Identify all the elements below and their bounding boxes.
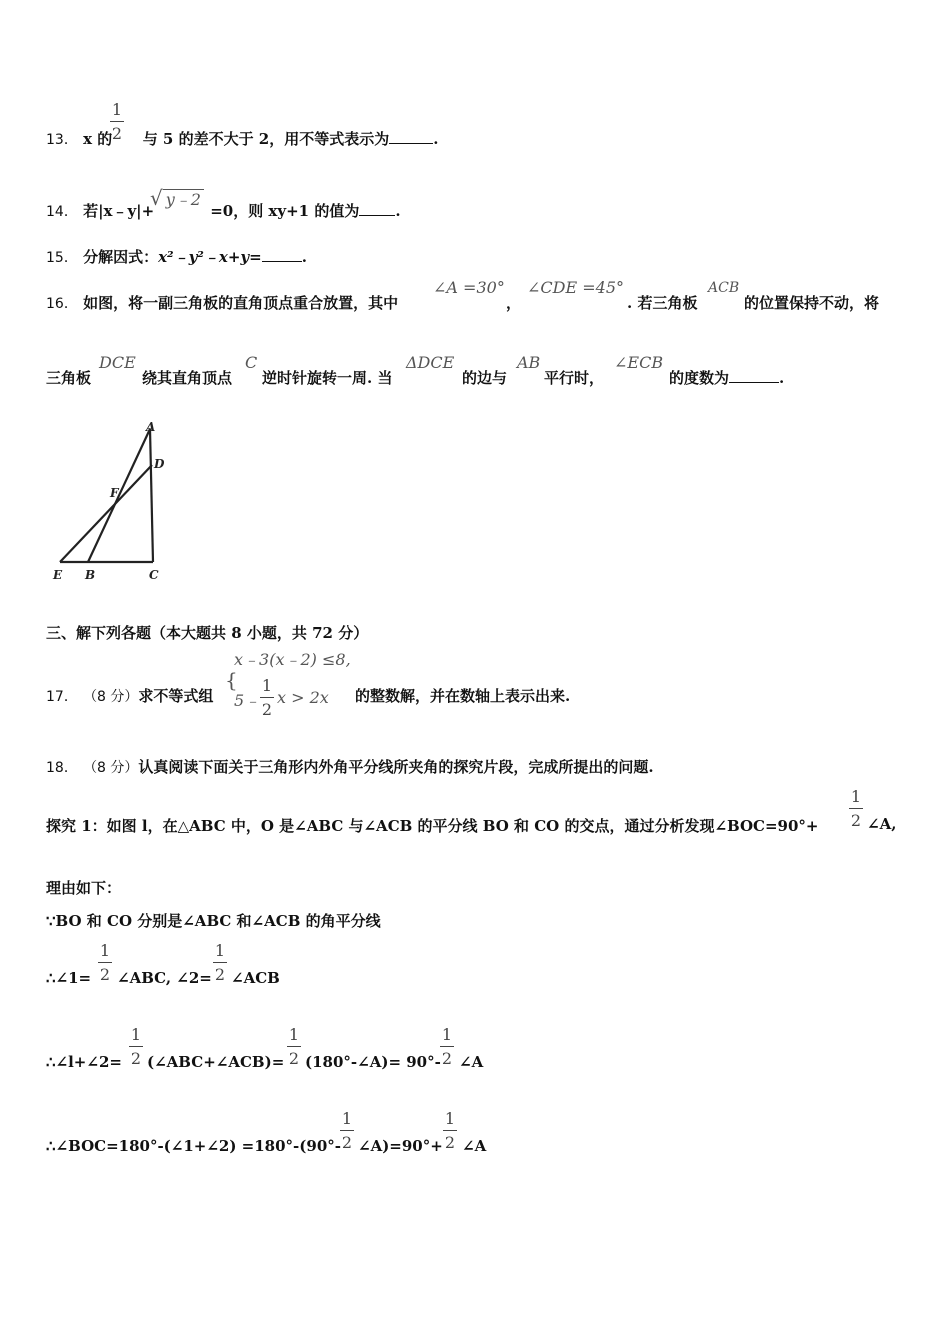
step-2-part: (180°-∠A)= 90°-	[305, 1053, 441, 1071]
segment-ab	[88, 429, 150, 562]
question-text-part: x 的	[83, 130, 113, 148]
step-1-part: ∠ACB	[231, 969, 280, 987]
fraction-numerator: 1	[214, 941, 226, 960]
system-inequality-2b: x > 2x	[277, 688, 329, 707]
segment-ac	[150, 429, 153, 562]
question-number: 14．	[46, 204, 78, 220]
label-dce: DCE	[99, 353, 136, 372]
fraction-one-half	[110, 100, 124, 144]
label-c: C	[245, 353, 258, 372]
question-text-part: 绕其直角顶点	[142, 369, 233, 387]
fraction-one-half	[849, 787, 863, 831]
step-3-part: ∠A)=90°+	[358, 1137, 443, 1155]
angle-cde-45: ∠CDE =45°	[527, 278, 625, 297]
question-text-part: . 若三角板	[627, 294, 698, 312]
question-18	[46, 756, 654, 777]
question-text-part: =0，则 xy+1 的值为	[210, 202, 360, 220]
square-root-expression: √ y﹣2	[150, 186, 204, 210]
vertex-label-c: C	[149, 568, 159, 582]
triangle-figure	[40, 415, 180, 590]
vertex-label-d: D	[154, 457, 165, 471]
question-text-part: 如图，将一副三角板的直角顶点重合放置，其中	[83, 294, 399, 312]
segment-ed	[60, 465, 152, 562]
system-inequality-2a: 5﹣	[234, 691, 261, 710]
fraction-numerator: 1	[111, 100, 123, 119]
question-text-part: 逆时针旋转一周. 当	[262, 369, 393, 387]
step-2-part: ∠A	[459, 1053, 484, 1071]
reason-line-1: ∵BO 和 CO 分别是∠ABC 和∠ACB 的角平分线	[46, 912, 381, 930]
fraction-numerator: 1	[444, 1109, 456, 1128]
factor-expression: x²﹣y²﹣x+y=	[158, 248, 262, 266]
question-text-part	[669, 367, 784, 388]
step-3-part: ∠A	[462, 1137, 487, 1155]
question-text-part: 求不等式组	[138, 687, 214, 705]
fraction-numerator: 1	[850, 787, 862, 806]
fraction-denominator: 2	[341, 1133, 353, 1152]
question-points: （8 分）	[83, 689, 139, 705]
step-2-part: ∴∠l+∠2=	[46, 1053, 122, 1071]
question-text-part: 与 5 的差不大于 2，用不等式表示为	[142, 130, 390, 148]
question-14	[46, 200, 401, 221]
punctuation: .	[301, 248, 307, 266]
fraction-denominator: 2	[99, 965, 111, 984]
question-text-part: 分解因式：	[83, 248, 159, 266]
step-1-part: ∠ABC, ∠2=	[117, 969, 212, 987]
fraction-one-half	[340, 1109, 354, 1153]
question-number: 18．	[46, 760, 78, 776]
question-text-part: 的整数解，并在数轴上表示出来.	[355, 687, 571, 705]
question-text-part: 的边与	[462, 369, 508, 387]
system-brace: {	[225, 668, 238, 692]
fraction-denominator: 2	[130, 1049, 142, 1068]
question-number: 17．	[46, 689, 78, 705]
vertex-label-e: E	[53, 568, 63, 582]
angle-a-30: ∠A =30°	[433, 278, 505, 297]
fraction-numerator: 1	[288, 1025, 300, 1044]
fraction-one-half	[440, 1025, 454, 1069]
question-text-part: 认真阅读下面关于三角形内外角平分线所夹角的探究片段，完成所提出的问题.	[138, 758, 654, 776]
vertex-label-a: A	[146, 420, 156, 434]
question-13	[46, 128, 438, 149]
fraction-one-half	[213, 941, 227, 985]
question-text-part: 平行时，	[544, 369, 605, 387]
fraction-numerator: 1	[99, 941, 111, 960]
step-1-part: ∴∠1=	[46, 969, 92, 987]
question-text-part: 若|x﹣y|+	[83, 202, 155, 220]
question-text-part: 的度数为	[669, 369, 730, 387]
label-ab: AB	[517, 353, 541, 372]
fraction-denominator: 2	[850, 811, 862, 830]
answer-blank	[262, 247, 302, 262]
question-15	[46, 246, 307, 267]
question-number: 16．	[46, 296, 78, 312]
question-text-part: 三角板	[46, 369, 92, 387]
answer-blank	[359, 201, 395, 216]
fraction-denominator: 2	[261, 700, 273, 719]
fraction-one-half	[129, 1025, 143, 1069]
vertex-label-f: F	[110, 486, 119, 500]
fraction-numerator: 1	[341, 1109, 353, 1128]
fraction-one-half	[287, 1025, 301, 1069]
label-triangle-dce: ΔDCE	[406, 353, 455, 372]
vertex-label-b: B	[85, 568, 96, 582]
fraction-one-half	[260, 676, 274, 720]
section-heading: 三、解下列各题（本大题共 8 小题，共 72 分）	[46, 624, 369, 642]
fraction-numerator: 1	[130, 1025, 142, 1044]
punctuation: .	[395, 202, 401, 220]
question-17	[46, 685, 213, 706]
step-2-part: (∠ABC+∠ACB)=	[147, 1053, 285, 1071]
question-16	[46, 292, 398, 313]
fraction-denominator: 2	[288, 1049, 300, 1068]
explore-1-text: 探究 1：如图 l，在△ABC 中，O 是∠ABC 与∠ACB 的平分线 BO 和 CO 的交点，通过分析发现∠BOC=90°+	[46, 817, 819, 835]
question-number: 13．	[46, 132, 78, 148]
fraction-denominator: 2	[214, 965, 226, 984]
label-acb: ACB	[708, 280, 740, 296]
punctuation: ，	[506, 294, 522, 312]
angle-ecb: ∠ECB	[614, 353, 664, 372]
question-points: （8 分）	[83, 760, 139, 776]
reason-title: 理由如下：	[46, 879, 122, 897]
fraction-one-half	[443, 1109, 457, 1153]
fraction-numerator: 1	[261, 676, 273, 695]
explore-1-text: ∠A,	[867, 815, 897, 833]
punctuation: .	[779, 369, 785, 387]
answer-blank	[729, 368, 779, 383]
fraction-denominator: 2	[111, 124, 123, 143]
punctuation: .	[433, 130, 439, 148]
question-number: 15．	[46, 250, 78, 266]
radicand: y﹣2	[163, 189, 204, 209]
fraction-denominator: 2	[441, 1049, 453, 1068]
fraction-one-half	[98, 941, 112, 985]
answer-blank	[389, 129, 433, 144]
fraction-numerator: 1	[441, 1025, 453, 1044]
step-3-part: ∴∠BOC=180°-(∠1+∠2) =180°-(90°-	[46, 1137, 341, 1155]
question-text-part: 的位置保持不动，将	[744, 294, 880, 312]
system-inequality-1: x﹣3(x﹣2) ≤8,	[234, 650, 351, 669]
fraction-denominator: 2	[444, 1133, 456, 1152]
